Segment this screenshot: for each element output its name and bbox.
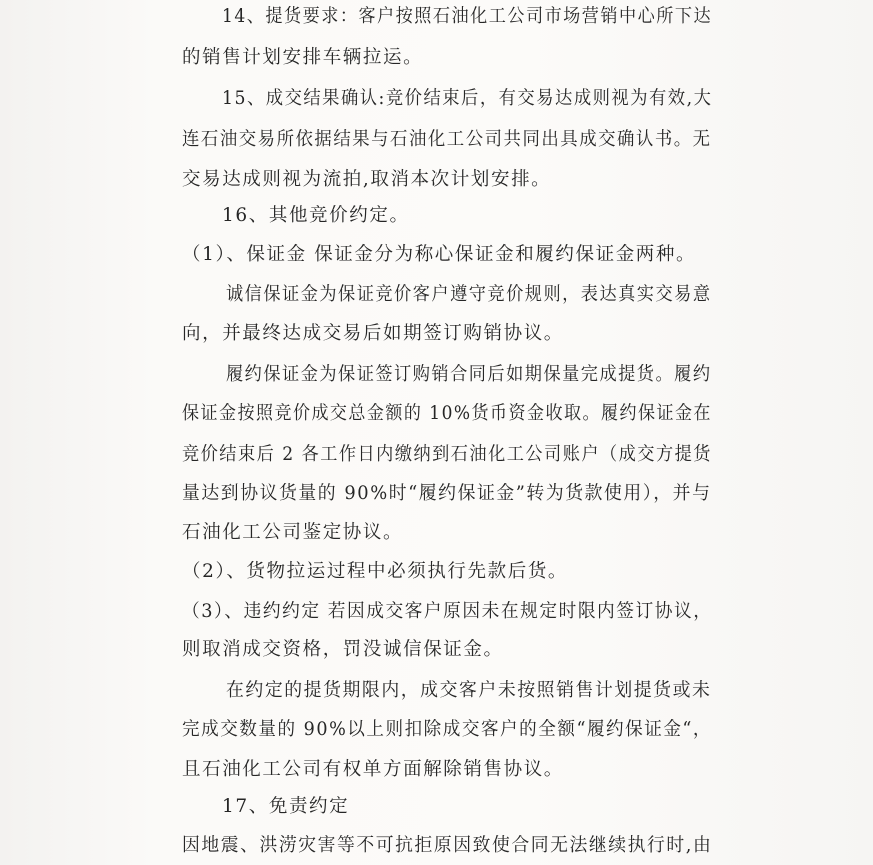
text-line: 14、提货要求：客户按照石油化工公司市场营销中心所下达 bbox=[222, 6, 713, 27]
text-line: 诚信保证金为保证竞价客户遵守竞价规则，表达真实交易意 bbox=[226, 284, 712, 305]
text-line: 在约定的提货期限内，成交客户未按照销售计划提货或未 bbox=[226, 680, 712, 701]
text-line: 的销售计划安排车辆拉运。 bbox=[182, 47, 424, 68]
text-line: 连石油交易所依据结果与石油化工公司共同出具成交确认书。无 bbox=[182, 129, 712, 150]
text-line: 向，并最终达成交易后如期签订购销协议。 bbox=[182, 323, 564, 344]
text-line: 17、免责约定 bbox=[222, 796, 350, 817]
text-line: 竞价结束后 2 各工作日内缴纳到石油化工公司账户（成交方提货 bbox=[182, 444, 712, 465]
text-line: （1）、保证金 保证金分为称心保证金和履约保证金两种。 bbox=[182, 244, 697, 265]
text-line: 16、其他竞价约定。 bbox=[222, 205, 410, 226]
text-line: 完成交数量的 90%以上则扣除成交客户的全额“履约保证金“， bbox=[182, 719, 713, 740]
text-line: 交易达成则视为流拍,取消本次计划安排。 bbox=[182, 169, 552, 190]
text-line: 15、成交结果确认:竞价结束后，有交易达成则视为有效,大 bbox=[222, 88, 713, 109]
text-line: 石油化工公司鉴定协议。 bbox=[182, 522, 404, 543]
text-line: （2）、货物拉运过程中必须执行先款后货。 bbox=[182, 561, 569, 582]
text-line: 且石油化工公司有权单方面解除销售协议。 bbox=[182, 759, 564, 780]
text-line: 量达到协议货量的 90%时“履约保证金”转为货款使用），并与 bbox=[182, 483, 712, 504]
text-line: 因地震、洪涝灾害等不可抗拒原因致使合同无法继续执行时,由 bbox=[182, 835, 713, 856]
text-line: 则取消成交资格，罚没诚信保证金。 bbox=[182, 639, 504, 660]
text-line: 保证金按照竞价成交总金额的 10%货币资金收取。履约保证金在 bbox=[182, 403, 712, 424]
text-line: 履约保证金为保证签订购销合同后如期保量完成提货。履约 bbox=[226, 364, 712, 385]
text-line: （3）、违约约定 若因成交客户原因未在规定时限内签订协议， bbox=[182, 601, 713, 622]
